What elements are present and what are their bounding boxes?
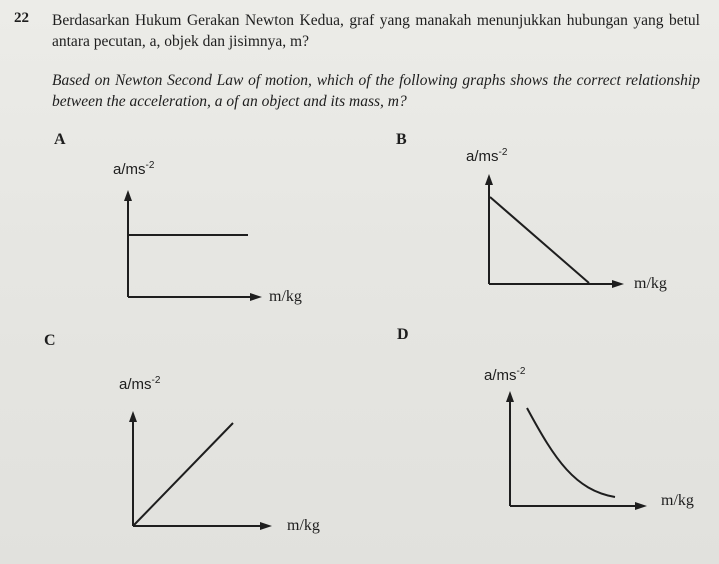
option-d-graph-curve — [527, 408, 615, 497]
option-a-x-axis-label: m/kg — [269, 288, 302, 305]
option-d-x-axis-label: m/kg — [661, 492, 694, 509]
option-b-y-axis-unit: a/ms — [466, 148, 499, 165]
option-b-letter[interactable]: B — [396, 131, 407, 148]
option-d-letter[interactable]: D — [397, 326, 409, 343]
option-a-y-axis-unit: a/ms — [113, 161, 146, 178]
question-text-malay: Berdasarkan Hukum Gerakan Newton Kedua, graf yang manakah menunjukkan hubungan yang betul antara pecutan, a, objek dan jisimnya, m? — [52, 12, 700, 50]
option-b-y-axis-exponent: -2 — [498, 147, 508, 158]
option-a-letter[interactable]: A — [54, 131, 66, 148]
option-a-y-axis-exponent: -2 — [145, 160, 155, 171]
option-c-y-axis-exponent: -2 — [151, 375, 161, 386]
option-d-y-axis-exponent: -2 — [516, 366, 526, 377]
option-c-y-axis-unit: a/ms — [119, 376, 152, 393]
option-b-x-axis-label: m/kg — [634, 275, 667, 292]
question-text-english: Based on Newton Second Law of motion, which of the following graphs shows the correct relationship between the acceleration, a of an object and its mass, m? — [52, 72, 700, 110]
question-number: 22 — [14, 10, 29, 26]
option-c-letter[interactable]: C — [44, 332, 56, 349]
option-d-y-arrow-icon — [506, 391, 514, 402]
option-d-y-axis-unit: a/ms — [484, 367, 517, 384]
option-d-x-arrow-icon — [635, 502, 647, 510]
option-c-x-axis-label: m/kg — [287, 517, 320, 534]
